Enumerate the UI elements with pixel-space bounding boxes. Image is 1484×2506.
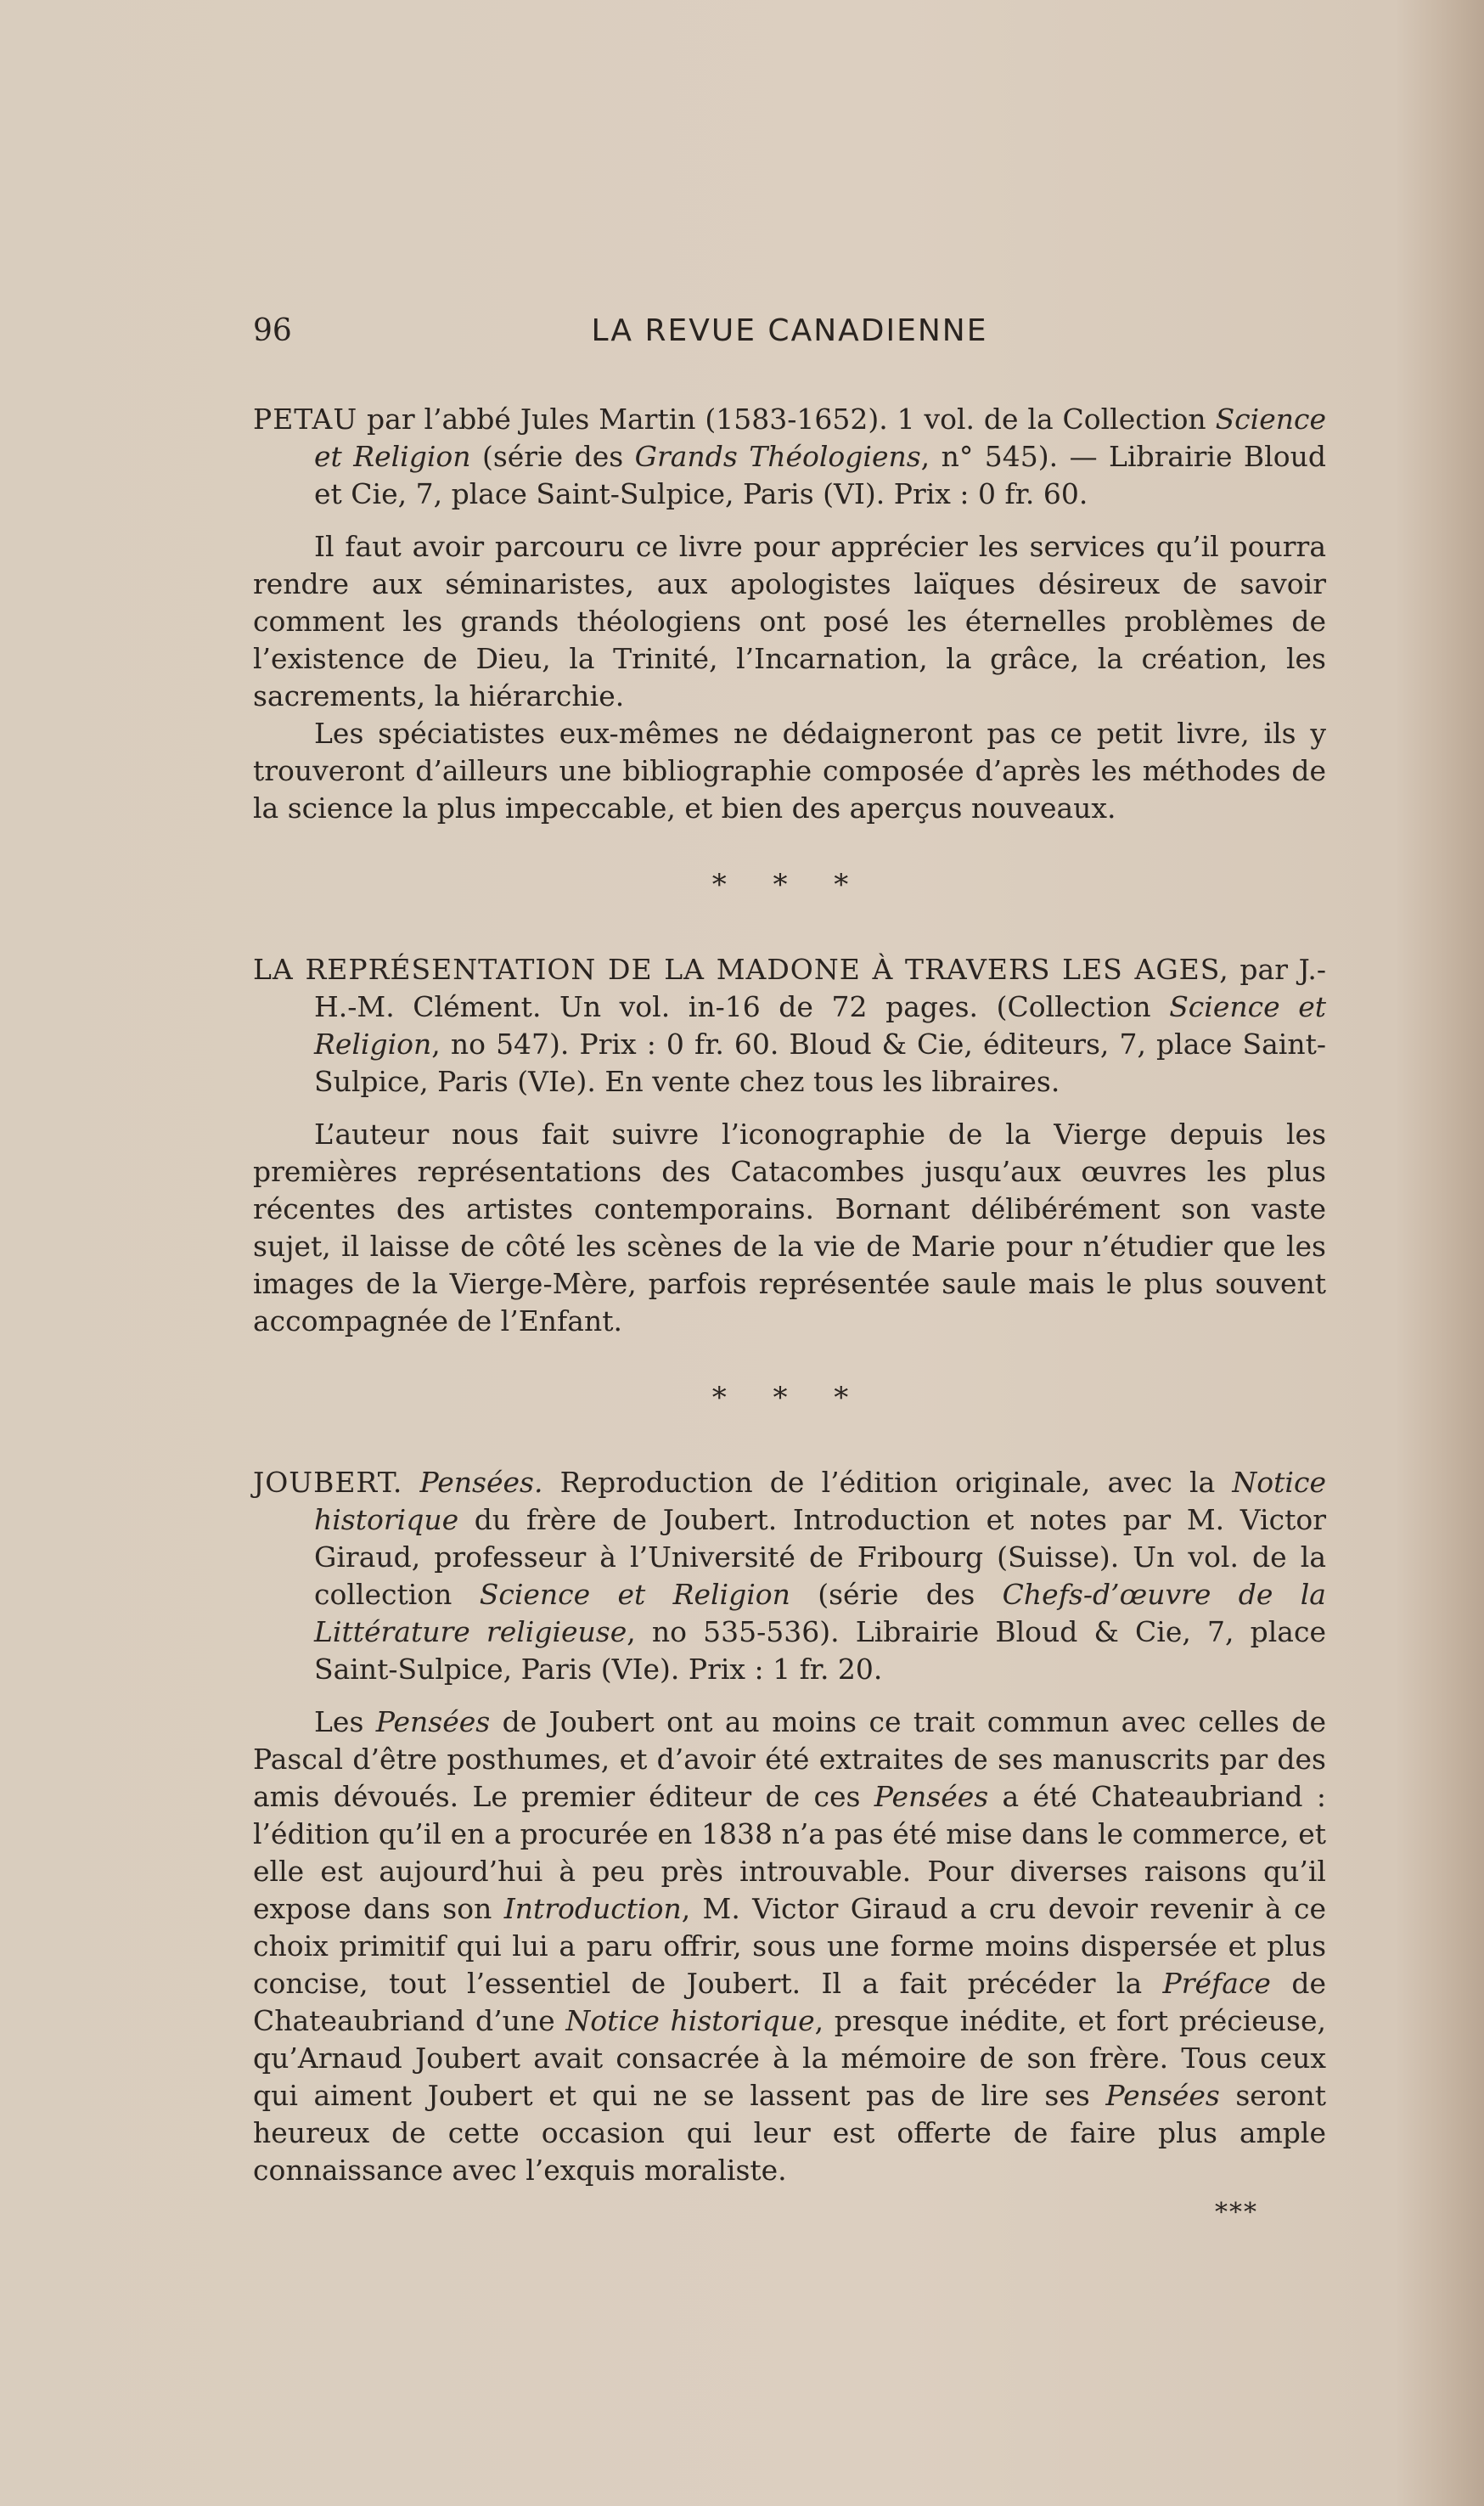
running-head bbox=[253, 306, 1326, 357]
journal-title: LA REVUE CANADIENNE bbox=[591, 313, 988, 348]
page-number: 96 bbox=[253, 313, 292, 348]
review-paragraph: Les spéciatistes eux-mêmes ne dédaigneront pas ce petit livre, ils y trouveront d’ailleurs une bibliographie composée d’après les méthodes de la science la plus impeccable, et bien des aperçus nouveaux. bbox=[253, 717, 1326, 825]
text-column bbox=[253, 306, 1326, 2232]
review-paragraph: Il faut avoir parcouru ce livre pour apprécier les services qu’il pourra rendre aux séminaristes, aux apologistes laïques désireux de savoir comment les grands théologiens ont posé les éternelles problèmes de l’existence de Dieu, la Trinité, l’Incarnation, la grâce, la création, les sacrements, la hiérarchie. bbox=[253, 530, 1326, 712]
entry-joubert-reference: JOUBERT. Pensées. Reproduction de l’édition originale, avec la Notice historique du frère de Joubert. Introduction et notes par M. Victor Giraud, professeur à l’Université de Fribourg (Suisse). Un vol. de la collection Science et Religion (série des Chefs-d’œuvre de la Littérature religieuse, no 535-536). Librairie Bloud & Cie, 7, place Saint-Sulpice, Paris (VIe). Prix : 1 fr. 20. bbox=[253, 1466, 1326, 1686]
entry-title: PETAU bbox=[253, 403, 358, 436]
review-paragraph: L’auteur nous fait suivre l’iconographie de la Vierge depuis les premières représentations des Catacombes jusqu’aux œuvres les plus récentes des artistes contemporains. Bornant délibérément son vaste sujet, il laisse de côté les scènes de la vie de Marie pour n’étudier que les images de la Vierge-Mère, parfois représentée saule mais le plus souvent accompagnée de l’Enfant. bbox=[253, 1118, 1326, 1337]
entry-madone-reference: LA REPRÉSENTATION DE LA MADONE À TRAVERS LES AGES, par J.-H.-M. Clément. Un vol. in-16 de 72 pages. (Collection Science et Religion, no 547). Prix : 0 fr. 60. Bloud & Cie, éditeurs, 7, place Saint-Sulpice, Paris (VIe). En vente chez tous les libraires. bbox=[253, 953, 1327, 1098]
section-separator: * * * bbox=[711, 868, 868, 902]
review-paragraph: Les Pensées de Joubert ont au moins ce trait commun avec celles de Pascal d’être posthumes, et d’avoir été extraites de ses manuscrits par des amis dévoués. Le premier éditeur de ces Pensées a été Chateaubriand : l’édition qu’il en a procurée en 1838 n’a pas été mise dans le commerce, et elle est aujourd’hui à peu près introuvable. Pour diverses raisons qu’il expose dans son Introduction, M. Victor Giraud a cru devoir revenir à ce choix primitif qui lui a paru offrir, sous une forme moins dispersée et plus concise, tout l’essentiel de Joubert. Il a fait précéder la Préface de Chateaubriand d’une Notice historique, presque inédite, et fort précieuse, qu’Arnaud Joubert avait consacrée à la mémoire de son frère. Tous ceux qui aiment Joubert et qui ne se lassent pas de lire ses Pensées seront heureux de cette occasion qui leur est offerte de faire plus ample connaissance avec l’exquis moraliste. bbox=[253, 1705, 1327, 2187]
entry-petau-reference: PETAU par l’abbé Jules Martin (1583-1652). 1 vol. de la Collection Science et Religion (série des Grands Théologiens, n° 545). — Librairie Bloud et Cie, 7, place Saint-Sulpice, Paris (VI). Prix : 0 fr. 60. bbox=[253, 403, 1326, 510]
entry-title: JOUBERT. bbox=[253, 1466, 403, 1499]
section-separator: * * * bbox=[711, 1381, 868, 1415]
entry-title: LA REPRÉSENTATION DE LA MADONE À TRAVERS LES AGES, bbox=[253, 953, 1229, 986]
end-mark: *** bbox=[1215, 2198, 1258, 2227]
